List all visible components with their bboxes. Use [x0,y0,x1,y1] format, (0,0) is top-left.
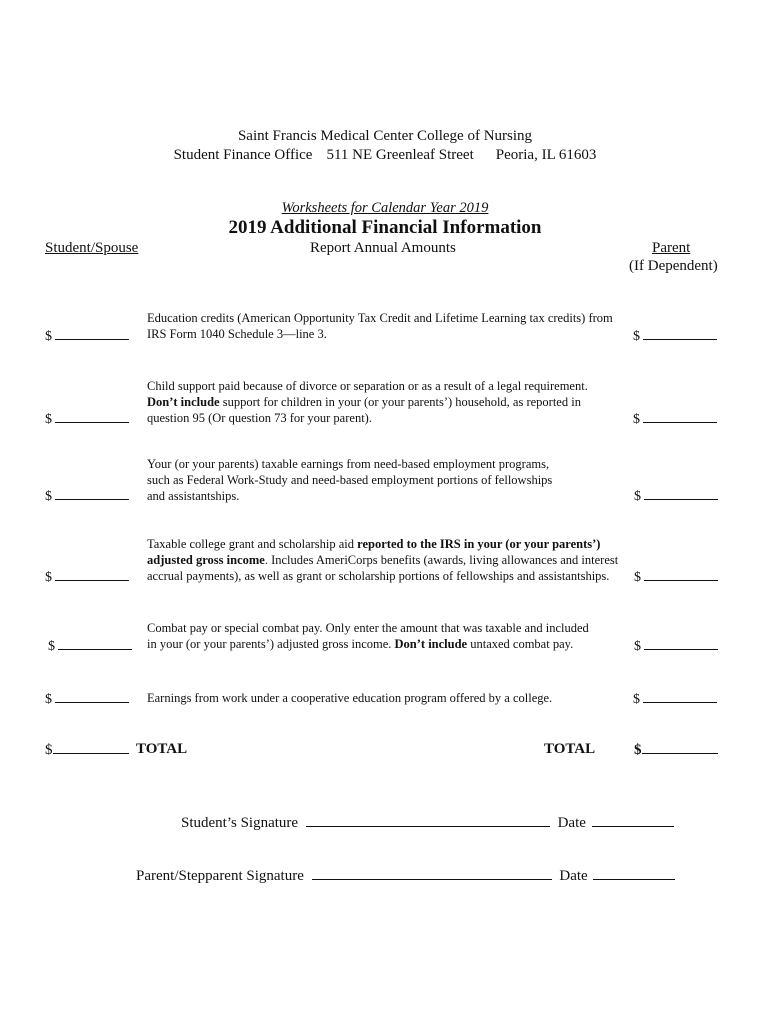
institution-name: Saint Francis Medical Center College of Nursing [237,128,533,144]
student-signature-label: Student’s Signature [181,815,299,831]
description-line: Don’t include support for children in your (or your parents’) household, as reported in [147,395,581,409]
description-line: Education credits (American Opportunity Tax Credit and Lifetime Learning tax credits) from [147,311,613,325]
parent-signature-label: Parent/Stepparent Signature [136,868,304,884]
description-line: Combat pay or special combat pay. Only enter the amount that was taxable and included [147,621,589,635]
student-amount-field[interactable]: $ [45,690,129,708]
row-description [147,690,552,706]
description-line: Taxable college grant and scholarship aid reported to the IRS in your (or your parents’) [147,537,601,551]
parent-amount-field[interactable]: $ [633,690,717,708]
student-amount-field[interactable]: $ [45,327,129,345]
parent-amount-field[interactable]: $ [633,410,717,428]
parent-amount-field[interactable]: $ [633,327,717,345]
parent-amount-field[interactable]: $ [634,637,718,655]
parent-signature-line[interactable] [136,867,675,885]
column-report-annual-amounts: Report Annual Amounts [310,240,456,256]
row-description [147,620,589,652]
parent-amount-field[interactable]: $ [634,487,718,505]
description-line: and assistantships. [147,489,240,503]
row-description [147,536,618,584]
parent-amount-field[interactable]: $ [634,568,718,586]
student-amount-field[interactable]: $ [48,637,132,655]
student-signature-line[interactable] [181,814,674,832]
description-line: IRS Form 1040 Schedule 3—line 3. [147,327,327,341]
description-line: in your (or your parents’) adjusted gross income. Don’t include untaxed combat pay. [147,637,574,651]
student-date-label: Date [557,815,586,831]
page-title: 2019 Additional Financial Information [228,217,542,238]
worksheet-year: Worksheets for Calendar Year 2019 [281,200,489,216]
street-address: 511 NE Greenleaf Street [326,147,474,163]
student-amount-field[interactable]: $ [45,487,129,505]
parent-date-label: Date [559,868,588,884]
description-line: Your (or your parents) taxable earnings from need-based employment programs, [147,457,550,471]
student-total-label: TOTAL [136,741,188,757]
row-description [147,310,613,342]
student-total-field[interactable]: $ [45,741,129,759]
column-parent: Parent [652,240,691,256]
description-line: question 95 (Or question 73 for your parent). [147,411,372,425]
parent-total-field[interactable]: $ [634,741,718,759]
description-line: accrual payments), as well as grant or scholarship portions of fellowships and assistantships. [147,569,610,583]
office-name: Student Finance Office [173,147,313,163]
description-line: adjusted gross income. Includes AmeriCorps benefits (awards, living allowances and interest [147,553,619,567]
office-address [0,147,770,164]
column-parent-sub: (If Dependent) [629,258,718,274]
description-line: Child support paid because of divorce or separation or as a result of a legal requirement. [147,379,588,393]
description-line: Earnings from work under a cooperative education program offered by a college. [147,691,553,705]
student-amount-field[interactable]: $ [45,410,129,428]
row-description [147,456,552,504]
student-amount-field[interactable]: $ [45,568,129,586]
parent-total-label: TOTAL [544,741,596,757]
city-state-zip: Peoria, IL 61603 [495,147,597,163]
row-description [147,378,588,426]
description-line: such as Federal Work-Study and need-based employment portions of fellowships [147,473,553,487]
column-student-spouse: Student/Spouse [45,240,139,256]
